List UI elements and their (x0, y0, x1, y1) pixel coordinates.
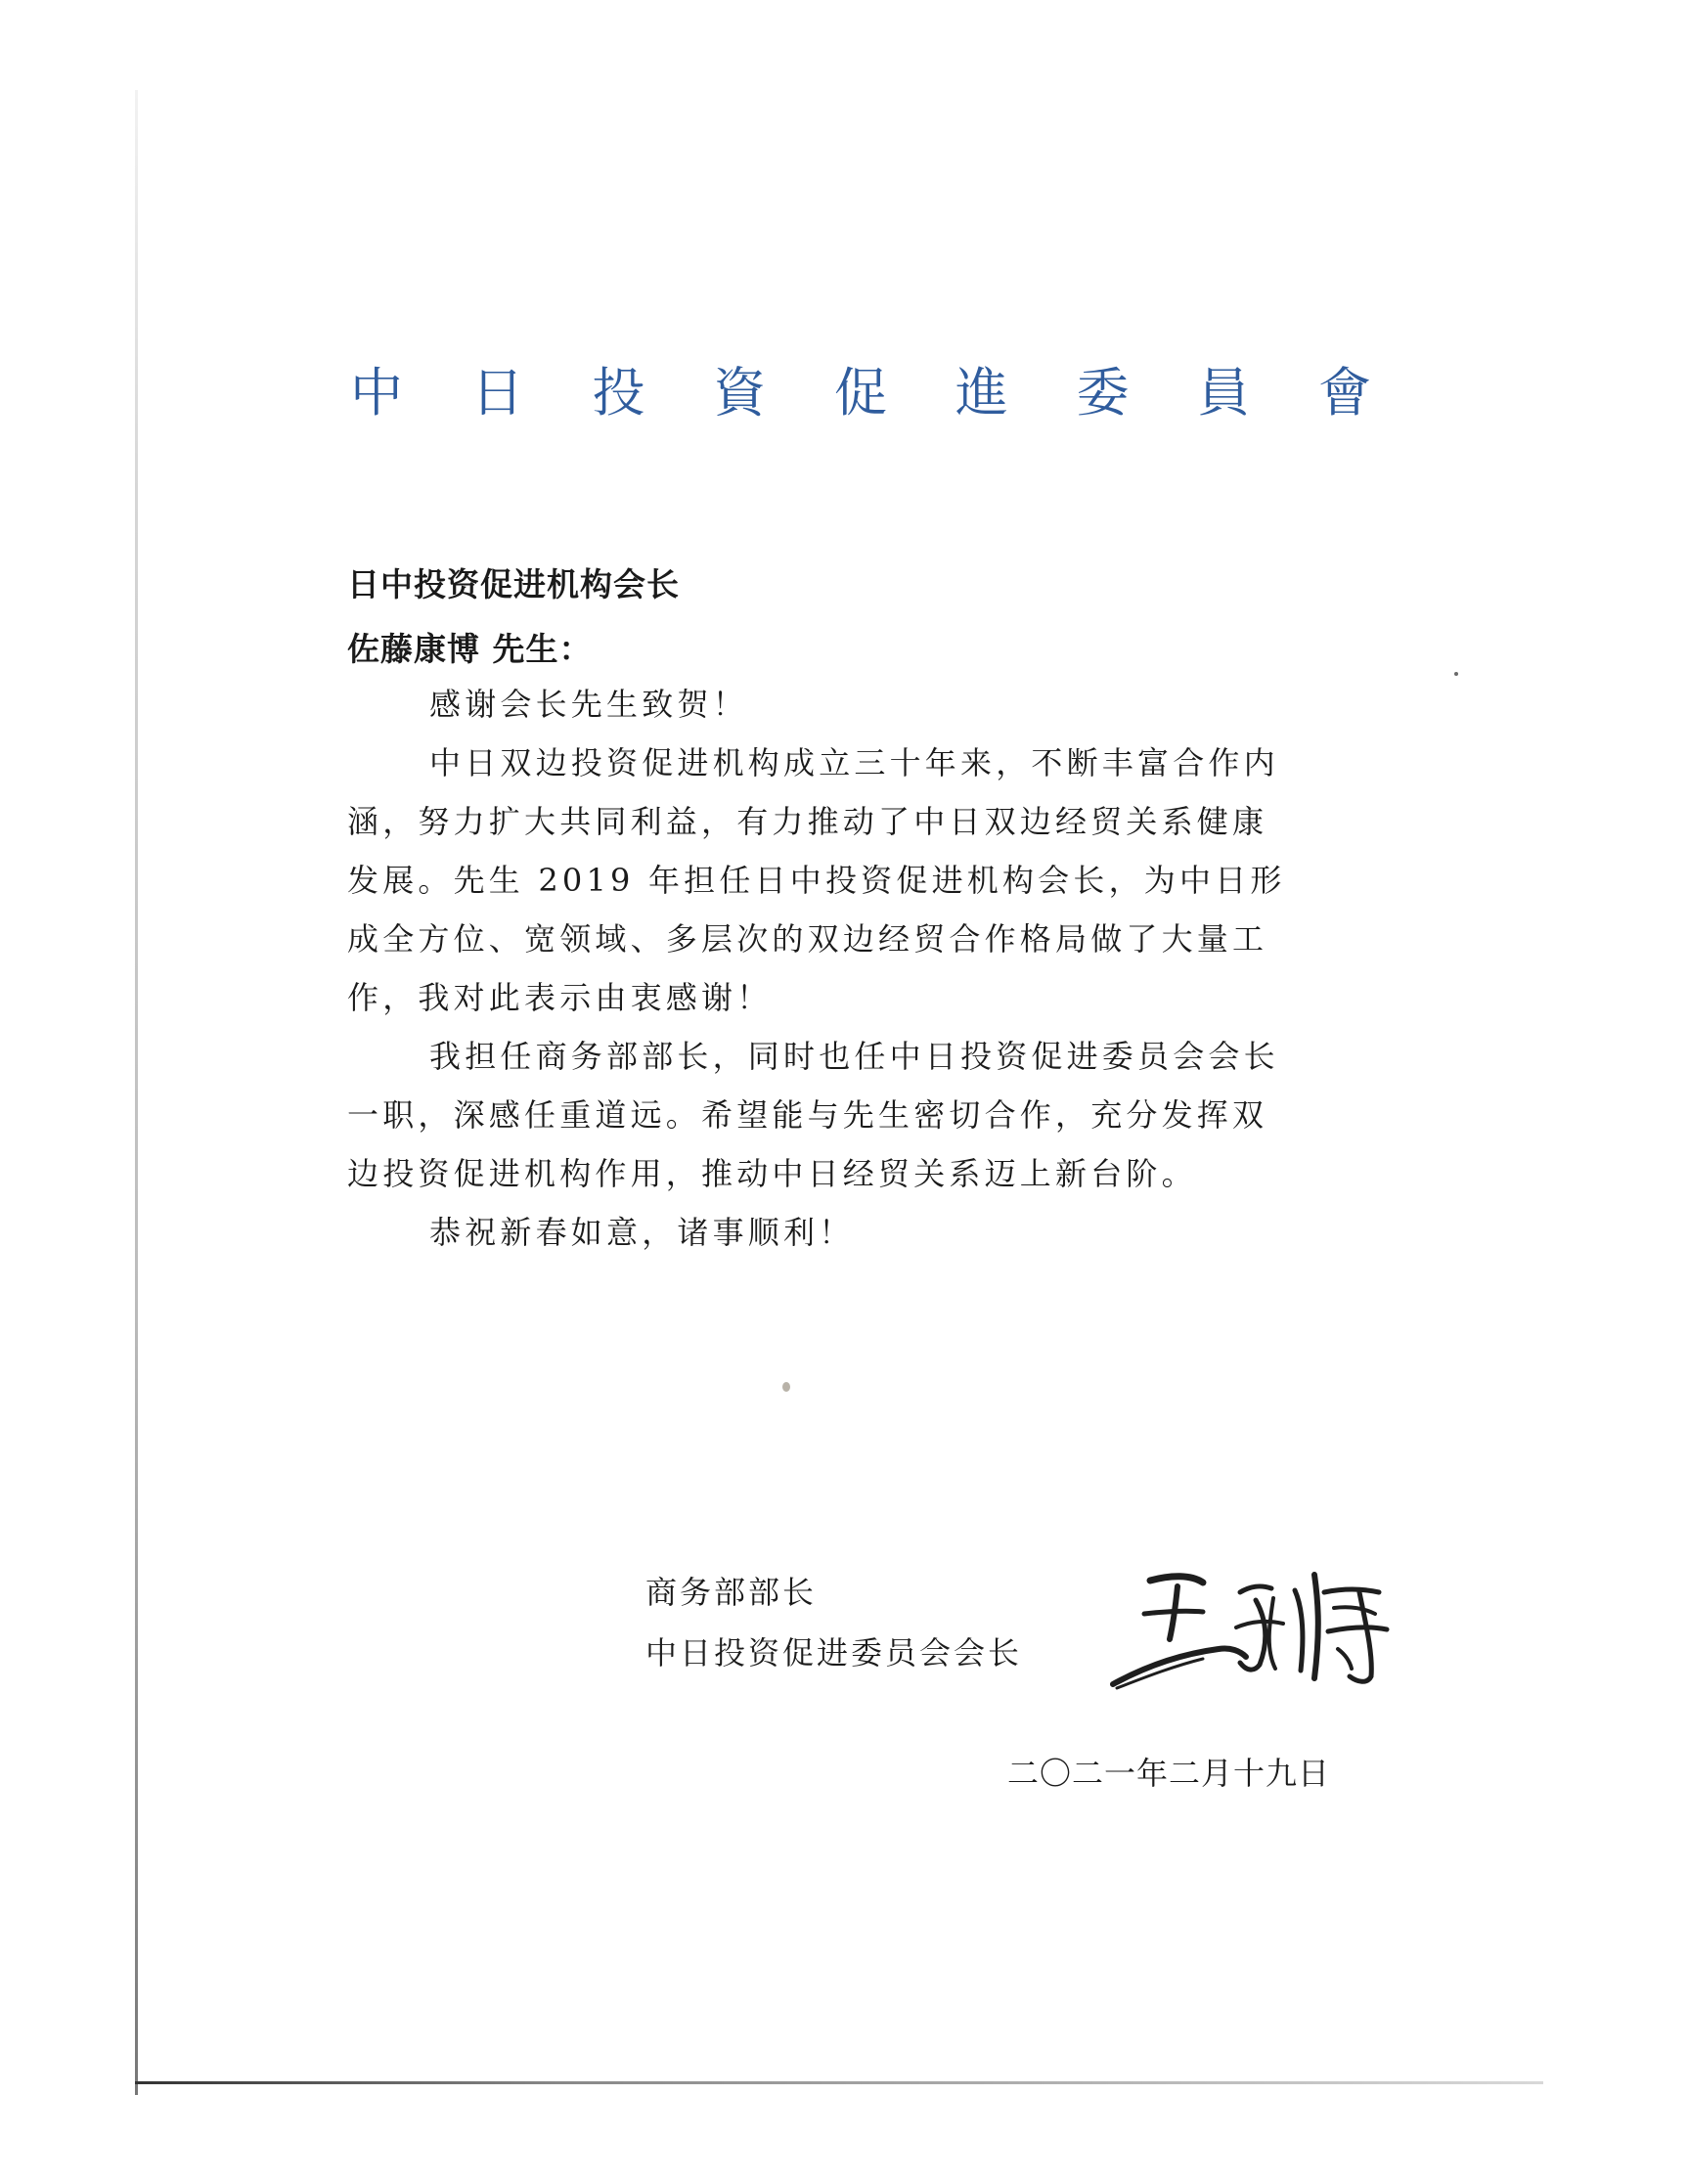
letterhead-char: 日 (470, 361, 524, 423)
letter-date: 二〇二一年二月十九日 (1007, 1755, 1331, 1792)
body-line: 中日双边投资促进机构成立三十年来，不断丰富合作内 (429, 744, 1279, 781)
body-line: 我担任商务部部长，同时也任中日投资促进委员会会长 (429, 1038, 1279, 1075)
handwritten-signature (1093, 1563, 1406, 1710)
body-line: 作，我对此表示由衷感谢！ (347, 979, 773, 1016)
paper-speck (782, 1382, 790, 1392)
letterhead-char: 促 (834, 361, 887, 423)
letterhead-char: 中 (350, 361, 403, 423)
letterhead-char: 資 (713, 361, 767, 423)
paper-dot (1454, 672, 1458, 676)
signer-title-committee: 中日投资促进委员会会长 (645, 1634, 1023, 1671)
body-line: 边投资促进机构作用，推动中日经贸关系迈上新台阶。 (347, 1155, 1197, 1192)
letterhead-char: 委 (1076, 361, 1130, 423)
body-line: 涵，努力扩大共同利益，有力推动了中日双边经贸关系健康 (347, 803, 1268, 840)
signer-title-minister: 商务部部长 (645, 1574, 818, 1611)
letterhead (347, 354, 1374, 423)
letterhead-char: 進 (955, 361, 1008, 423)
recipient-organization: 日中投资促进机构会长 (347, 565, 680, 603)
scan-edge-bottom (135, 2081, 1543, 2084)
body-line: 一职，深感任重道远。希望能与先生密切合作，充分发挥双 (347, 1096, 1268, 1134)
body-line: 成全方位、宽领域、多层次的双边经贸合作格局做了大量工 (347, 920, 1268, 958)
letter-body (347, 675, 1347, 1281)
scan-edge-left (135, 90, 138, 2095)
body-line: 恭祝新春如意，诸事顺利！ (429, 1214, 855, 1251)
letterhead-char: 會 (1318, 361, 1371, 423)
body-line: 感谢会长先生致贺！ (429, 686, 748, 723)
body-line: 发展。先生 2019 年担任日中投资促进机构会长，为中日形 (347, 862, 1286, 899)
recipient-name: 佐藤康博 先生： (347, 630, 593, 668)
letterhead-char: 投 (592, 361, 645, 423)
letterhead-char: 員 (1197, 361, 1251, 423)
